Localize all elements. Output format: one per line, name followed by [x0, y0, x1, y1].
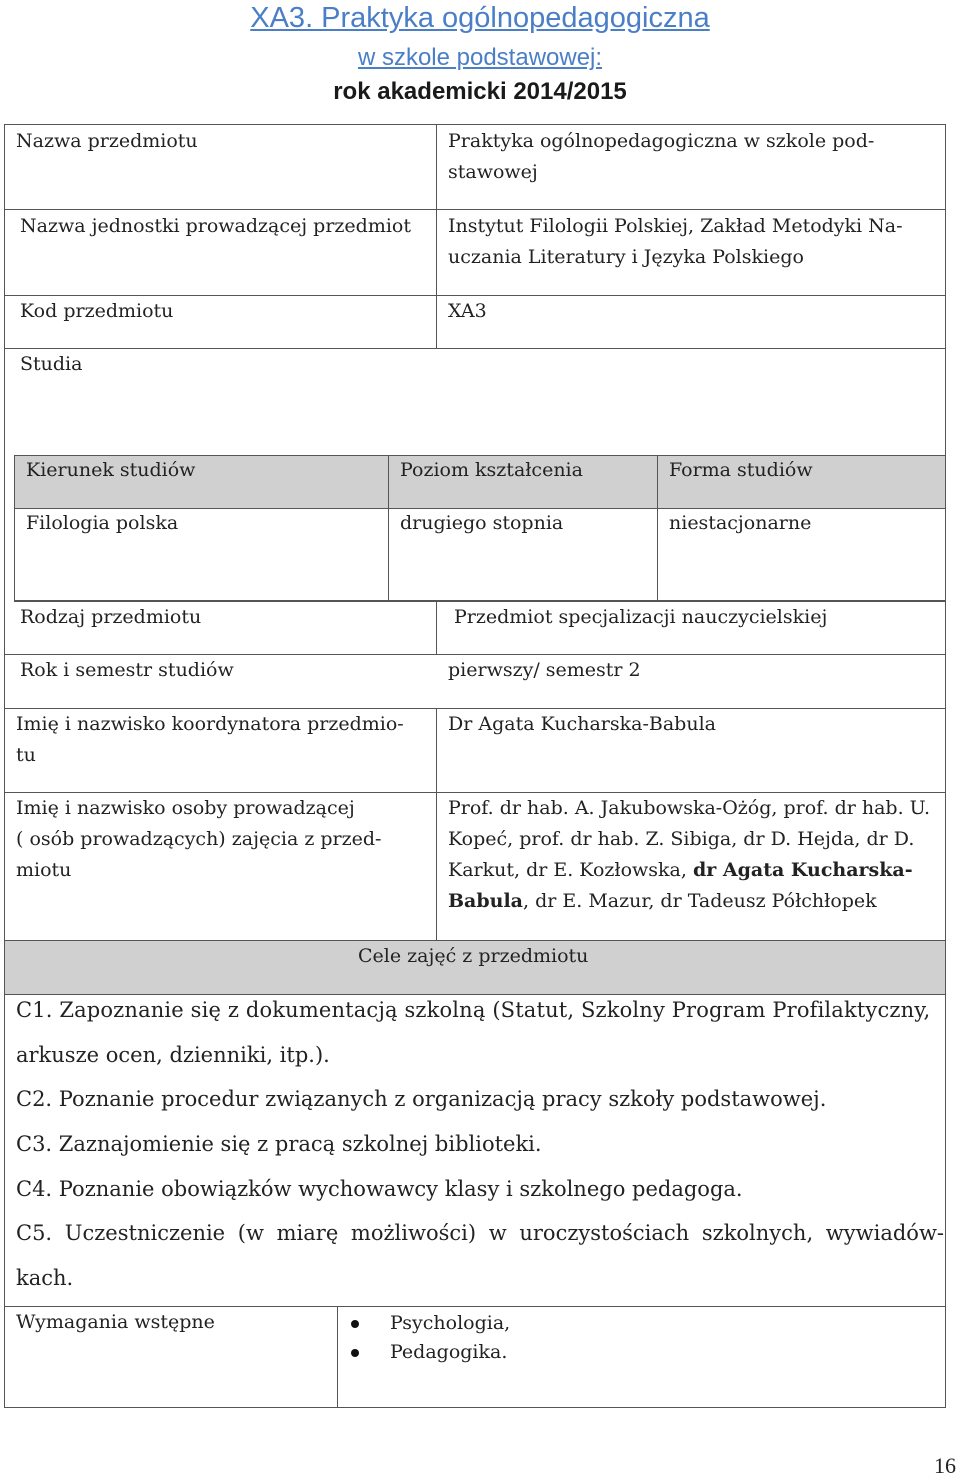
prowadzacy-value-line1: Prof. dr hab. A. Jakubowska-Ożóg, prof. dr hab. U. — [448, 797, 930, 819]
cel-c3: C3. Zaznajomienie się z pracą szkolnej biblioteki. — [16, 1132, 542, 1156]
rodzaj-label: Rodzaj przedmiotu — [20, 606, 202, 628]
academic-year: rok akademicki 2014/2015 — [333, 78, 627, 105]
studia-header-kierunek: Kierunek studiów — [26, 459, 196, 481]
studia-table-col2 — [657, 455, 658, 601]
studia-table-col1 — [388, 455, 389, 601]
rodzaj-value: Przedmiot specjalizacji nauczycielskiej — [454, 606, 828, 628]
cel-c1-line2: arkusze ocen, dzienniki, itp.). — [16, 1043, 330, 1067]
studia-label: Studia — [20, 353, 83, 375]
studia-table-left — [14, 455, 15, 601]
bullet-icon — [351, 1349, 359, 1357]
koordynator-label-line1: Imię i nazwisko koordynatora przedmio- — [16, 713, 404, 735]
prowadzacy-label-line1: Imię i nazwisko osoby prowadzącej — [16, 797, 355, 819]
bullet-icon — [351, 1320, 359, 1328]
cel-c5-line1: C5. Uczestniczenie (w miarę możliwości) w uroczystościach szkolnych, wywiadów- — [16, 1221, 945, 1245]
kod-value: XA3 — [448, 300, 487, 322]
wymagania-item: Pedagogika. — [390, 1341, 508, 1363]
table-border-bottom — [4, 1407, 946, 1408]
row-divider — [4, 209, 946, 210]
rok-label: Rok i semestr studiów — [20, 659, 234, 681]
jednostka-label: Nazwa jednostki prowadzącej przedmiot — [20, 215, 412, 237]
table-border-top — [4, 124, 946, 125]
table-border-right — [945, 124, 946, 1408]
prowadzacy-label-line3: miotu — [16, 859, 72, 881]
column-divider — [436, 601, 437, 655]
table-border-left — [4, 124, 5, 1408]
prowadzacy-value-line4-a: Babula — [448, 890, 523, 912]
prowadzacy-label-line2: ( osób prowadzących) zajęcia z przed- — [16, 828, 382, 850]
document-title: XA3. Praktyka ogólnopedagogiczna — [250, 2, 710, 34]
cel-c2: C2. Poznanie procedur związanych z organizacją pracy szkoły podstawowej. — [16, 1087, 827, 1111]
row-divider — [4, 348, 946, 349]
jednostka-value-line1: Instytut Filologii Polskiej, Zakład Metodyki Na- — [448, 215, 903, 237]
column-divider — [436, 708, 437, 941]
rok-value: pierwszy/ semestr 2 — [448, 659, 641, 681]
koordynator-value: Dr Agata Kucharska-Babula — [448, 713, 716, 735]
cel-c5-line2: kach. — [16, 1266, 74, 1290]
document-subtitle: w szkole podstawowej: — [357, 44, 603, 71]
nazwa-label: Nazwa przedmiotu — [16, 130, 198, 152]
cel-c4: C4. Poznanie obowiązków wychowawcy klasy i szkolnego pedagoga. — [16, 1177, 743, 1201]
studia-value-forma: niestacjonarne — [669, 512, 812, 534]
prowadzacy-value-line3 — [448, 855, 913, 886]
studia-value-poziom: drugiego stopnia — [400, 512, 564, 534]
prowadzacy-value-line3-a: Karkut, dr E. Kozłowska, — [448, 859, 693, 881]
wymagania-label: Wymagania wstępne — [16, 1311, 215, 1333]
kod-label: Kod przedmiotu — [20, 300, 174, 322]
column-divider — [337, 1306, 338, 1408]
nazwa-value-line1: Praktyka ogólnopedagogiczna w szkole pod- — [448, 130, 875, 152]
prowadzacy-value-line4 — [448, 886, 877, 917]
studia-header-forma: Forma studiów — [669, 459, 813, 481]
prowadzacy-value-line3-b: dr Agata Kucharska- — [692, 859, 913, 881]
koordynator-label-line2: tu — [16, 744, 36, 766]
cel-c1-line1: C1. Zapoznanie się z dokumentacją szkolną (Statut, Szkolny Program Profilaktyczny, — [16, 998, 931, 1022]
cele-title: Cele zajęć z przedmiotu — [358, 945, 589, 967]
page-number: 16 — [934, 1453, 956, 1478]
nazwa-value-line2: stawowej — [448, 161, 538, 183]
prowadzacy-value-line4-b: , dr E. Mazur, dr Tadeusz Półchłopek — [523, 890, 877, 912]
prowadzacy-value-line2: Kopeć, prof. dr hab. Z. Sibiga, dr D. Hejda, dr D. — [448, 828, 915, 850]
wymagania-item: Psychologia, — [390, 1312, 511, 1334]
studia-header-poziom: Poziom kształcenia — [400, 459, 583, 481]
studia-value-kierunek: Filologia polska — [26, 512, 179, 534]
column-divider — [436, 124, 437, 349]
jednostka-value-line2: uczania Literatury i Języka Polskiego — [448, 246, 804, 268]
